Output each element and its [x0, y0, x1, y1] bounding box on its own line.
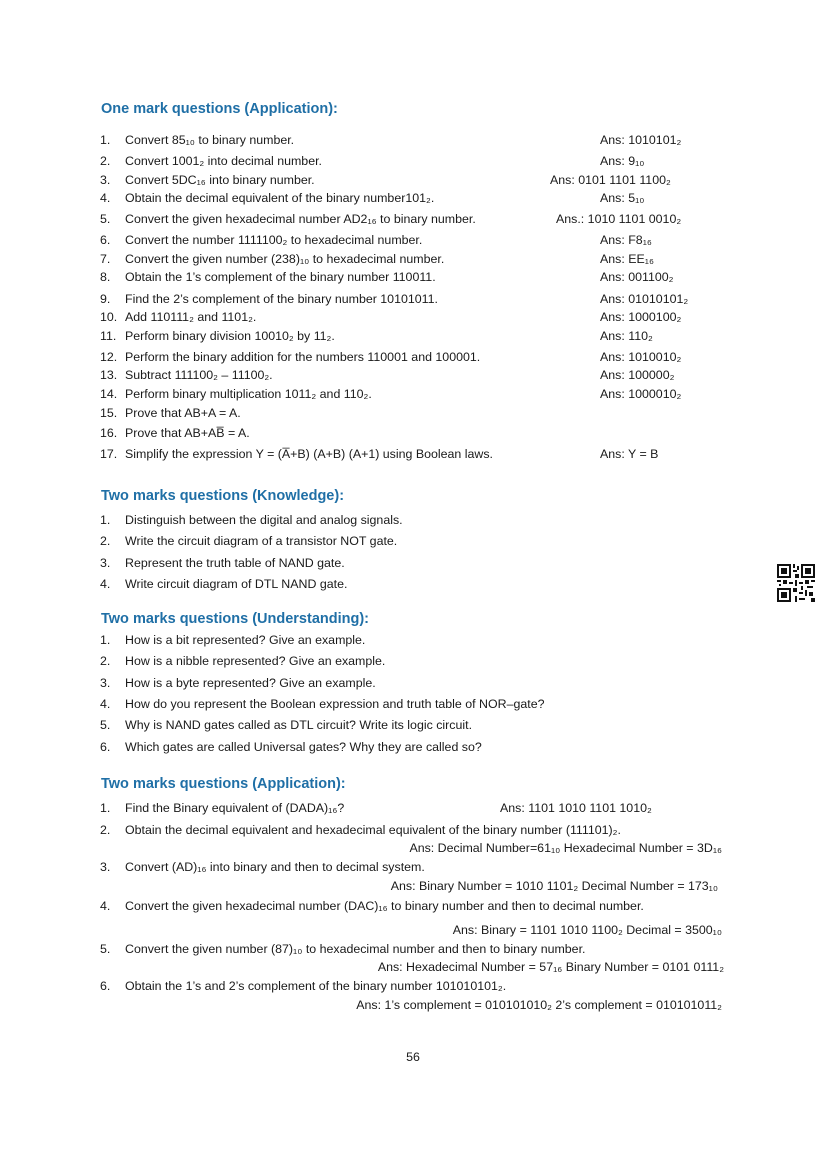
- question-text: Write circuit diagram of DTL NAND gate.: [125, 577, 348, 591]
- question-text: Simplify the expression Y = (A̅+B) (A+B) (A+1) using Boolean laws.: [125, 447, 493, 461]
- answer-text: Ans: 01010101₂: [600, 292, 689, 306]
- question-number: 4.: [100, 577, 111, 591]
- question-number: 9.: [100, 292, 111, 306]
- question-text: Convert (AD)₁₆ into binary and then to decimal system.: [125, 860, 425, 874]
- question-text: How is a nibble represented? Give an example.: [125, 654, 386, 668]
- question-text: Find the Binary equivalent of (DADA)₁₆?: [125, 801, 345, 815]
- question-number: 4.: [100, 697, 111, 711]
- question-row: [0, 445, 826, 463]
- question-row: [0, 532, 826, 550]
- answer-text: Ans: 1101 1010 1101 1010₂: [500, 801, 652, 815]
- question-number: 3.: [100, 676, 111, 690]
- question-text: Convert the number 1111100₂ to hexadecimal number.: [125, 233, 423, 247]
- question-text: Obtain the 1’s and 2’s complement of the binary number 101010101₂.: [125, 979, 507, 993]
- question-number: 1.: [100, 513, 111, 527]
- question-number: 7.: [100, 252, 111, 266]
- section-heading-two-marks-understanding: Two marks questions (Understanding):: [101, 611, 370, 627]
- answer-text: Ans: 001100₂: [600, 270, 674, 284]
- question-text: Distinguish between the digital and analog signals.: [125, 513, 403, 527]
- question-row: [0, 290, 826, 308]
- answer-text: Ans: Binary Number = 1010 1101₂ Decimal Number = 173₁₀: [390, 879, 718, 893]
- question-number: 17.: [100, 447, 118, 461]
- question-number: 2.: [100, 534, 111, 548]
- question-text: Perform the binary addition for the numbers 110001 and 100001.: [125, 350, 481, 364]
- question-number: 5.: [100, 212, 111, 226]
- question-text: Prove that AB+AB̅ = A.: [125, 426, 250, 440]
- question-row: [0, 695, 826, 713]
- answer-text: Ans: 1’s complement = 010101010₂ 2’s complement = 010101011₂: [356, 998, 722, 1012]
- answer-text: Ans: 1000100₂: [600, 310, 682, 324]
- question-number: 5.: [100, 942, 111, 956]
- question-row: [0, 424, 826, 442]
- question-number: 2.: [100, 823, 111, 837]
- question-row: [0, 738, 826, 756]
- question-row: [0, 268, 826, 286]
- question-number: 6.: [100, 979, 111, 993]
- section-heading-two-marks-knowledge: Two marks questions (Knowledge):: [101, 488, 345, 504]
- question-text: Convert the given number (87)₁₀ to hexadecimal number and then to binary number.: [125, 942, 586, 956]
- question-number: 1.: [100, 633, 111, 647]
- question-row: [0, 821, 826, 839]
- question-number: 10.: [100, 310, 118, 324]
- question-text: Add 110111₂ and 1101₂.: [125, 310, 257, 324]
- question-number: 4.: [100, 899, 111, 913]
- answer-text: Ans: EE₁₆: [600, 252, 654, 266]
- question-row: [0, 308, 826, 326]
- question-row: [0, 250, 826, 268]
- question-text: Convert the given hexadecimal number AD2₁₆ to binary number.: [125, 212, 476, 226]
- question-number: 4.: [100, 191, 111, 205]
- question-text: Obtain the 1’s complement of the binary number 110011.: [125, 270, 436, 284]
- question-row: [0, 554, 826, 572]
- question-row: [0, 631, 826, 649]
- question-row: [0, 674, 826, 692]
- answer-text: Ans: 110₂: [600, 329, 653, 343]
- question-row: [0, 404, 826, 422]
- question-number: 6.: [100, 740, 111, 754]
- question-row: [0, 511, 826, 529]
- question-row: [0, 716, 826, 734]
- question-text: Convert 5DC₁₆ into binary number.: [125, 173, 315, 187]
- question-row: [0, 131, 826, 149]
- question-text: Convert the given number (238)₁₀ to hexadecimal number.: [125, 252, 445, 266]
- answer-text: Ans: 5₁₀: [600, 191, 645, 205]
- question-text: Write the circuit diagram of a transistor NOT gate.: [125, 534, 398, 548]
- question-number: 14.: [100, 387, 118, 401]
- question-text: Prove that AB+A = A.: [125, 406, 241, 420]
- question-text: Which gates are called Universal gates? Why they are called so?: [125, 740, 482, 754]
- question-number: 2.: [100, 654, 111, 668]
- question-row: [0, 897, 826, 915]
- question-text: Obtain the decimal equivalent of the binary number101₂.: [125, 191, 435, 205]
- answer-text: Ans: 9₁₀: [600, 154, 645, 168]
- question-row: [0, 152, 826, 170]
- question-row: [0, 348, 826, 366]
- question-text: Why is NAND gates called as DTL circuit? Write its logic circuit.: [125, 718, 473, 732]
- question-row: [0, 385, 826, 403]
- question-row: [0, 189, 826, 207]
- qr-code-icon: [777, 564, 815, 602]
- question-number: 2.: [100, 154, 111, 168]
- answer-text: Ans: Binary = 1101 1010 1100₂ Decimal = 3500₁₀: [452, 923, 722, 937]
- question-number: 1.: [100, 133, 111, 147]
- question-row: [0, 575, 826, 593]
- question-text: How is a bit represented? Give an example.: [125, 633, 366, 647]
- answer-text: Ans: Hexadecimal Number = 57₁₆ Binary Number = 0101 0111₂: [377, 960, 724, 974]
- answer-text: Ans: 1010010₂: [600, 350, 682, 364]
- question-number: 11.: [100, 329, 117, 343]
- question-row: [0, 327, 826, 345]
- answer-text: Ans: 0101 1101 1100₂: [550, 173, 671, 187]
- question-text: Perform binary multiplication 1011₂ and 110₂.: [125, 387, 372, 401]
- question-number: 3.: [100, 173, 111, 187]
- question-number: 15.: [100, 406, 118, 420]
- question-text: Convert 85₁₀ to binary number.: [125, 133, 295, 147]
- question-row: [0, 652, 826, 670]
- question-number: 3.: [100, 860, 111, 874]
- question-text: Perform binary division 10010₂ by 11₂.: [125, 329, 335, 343]
- page-number: 56: [406, 1050, 420, 1064]
- question-row: [0, 858, 826, 876]
- question-row: [0, 231, 826, 249]
- question-number: 6.: [100, 233, 111, 247]
- question-text: Subtract 111100₂ – 11100₂.: [125, 368, 273, 382]
- question-row: [0, 799, 826, 817]
- answer-text: Ans: 100000₂: [600, 368, 675, 382]
- answer-text: Ans: F8₁₆: [600, 233, 652, 247]
- question-text: How is a byte represented? Give an example.: [125, 676, 376, 690]
- question-number: 12.: [100, 350, 118, 364]
- question-number: 16.: [100, 426, 118, 440]
- question-text: Find the 2’s complement of the binary number 10101011.: [125, 292, 438, 306]
- answer-text: Ans: 1000010₂: [600, 387, 682, 401]
- question-row: [0, 210, 826, 228]
- question-number: 8.: [100, 270, 111, 284]
- question-text: Represent the truth table of NAND gate.: [125, 556, 345, 570]
- question-text: Convert 1001₂ into decimal number.: [125, 154, 322, 168]
- answer-text: Ans: Y = B: [600, 447, 659, 461]
- question-number: 3.: [100, 556, 111, 570]
- question-number: 13.: [100, 368, 118, 382]
- question-row: [0, 366, 826, 384]
- question-text: How do you represent the Boolean expression and truth table of NOR–gate?: [125, 697, 545, 711]
- section-heading-one-mark-application: One mark questions (Application):: [101, 101, 338, 117]
- question-row: [0, 940, 826, 958]
- answer-text: Ans: Decimal Number=61₁₀ Hexadecimal Number = 3D₁₆: [409, 841, 722, 855]
- question-text: Obtain the decimal equivalent and hexadecimal equivalent of the binary number (111101)₂.: [125, 823, 621, 837]
- question-number: 1.: [100, 801, 111, 815]
- answer-text: Ans: 1010101₂: [600, 133, 682, 147]
- question-text: Convert the given hexadecimal number (DAC)₁₆ to binary number and then to decimal number.: [125, 899, 644, 913]
- question-row: [0, 977, 826, 995]
- section-heading-two-marks-application: Two marks questions (Application):: [101, 776, 346, 792]
- answer-text: Ans.: 1010 1101 0010₂: [556, 212, 682, 226]
- question-row: [0, 171, 826, 189]
- question-number: 5.: [100, 718, 111, 732]
